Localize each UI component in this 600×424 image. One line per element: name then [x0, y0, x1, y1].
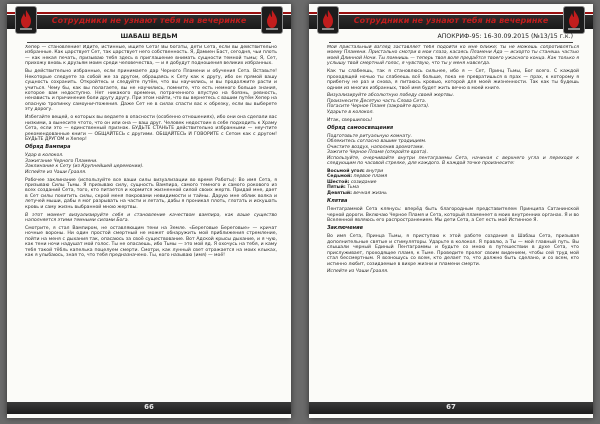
page-number: 66 [144, 403, 154, 411]
flame-emblem-icon [317, 6, 339, 34]
closing-line: Итак, свершилось! [327, 117, 373, 123]
ritual-line: Произнесите Десятую часть Слова Сета. [327, 98, 427, 104]
paragraph: Мой пристальный взгляд заставляет тебя подойти ко мне ближе; ты не можешь сопротивляться моему Пламени. Пристально смотри в мои глаза, касаясь Пламени Ада — исхорто ты станешь частью моей Длинной Ночи. Ты помнишь — теперь твоя воля предаётся твоего ужасного конца. Как только я услышу твой смертный голос, я чувствую, что ты у меня навсегда. [327, 45, 579, 67]
left-page [7, 4, 291, 418]
ritual-line: Зажигание Черного Пламени. [25, 158, 98, 164]
element-label: Седьмой: [327, 174, 353, 180]
header-band [309, 15, 593, 29]
final-line: Испейте из Чаши Грааля. [327, 269, 389, 275]
issue-subheader: АПОКРИФ-95: 16-30.09.2015 (№13/15 г.к.) [329, 32, 573, 43]
page-number: 67 [446, 403, 456, 411]
ritual-line: Заклинание к Сету (из Крупнейшей церемонии). [25, 164, 144, 170]
element-value: первое пламя [353, 174, 388, 180]
paragraph: Избегайте вещей, о которых вы ведаете в опасности (особенно отношениях), ибо они она сделали вас низкими, а вынесите чтото, что он или она — ваш друг. Человек недостоин в себе подходить к Храму Сета, если это — единственный признак. БУДЬТЕ СТАНЬТЕ действительно избранными — неучтите рекомендованные книги — ОБЩАЙТЕСЬ с другими. ОБЩАЙТЕСЬ И ГОВОРИТЕ с Сетом как с другом! БУДЬТЕ ДРУГОМ и Хепер! [25, 115, 277, 143]
left-page-body [25, 45, 277, 396]
header-stripe [7, 12, 291, 14]
element-value: вечная жизнь [353, 190, 387, 196]
flame-emblem-icon [15, 6, 37, 34]
paragraph: Пентаграммой Сета клянусь: вперёд быть благородным представителем Принципа Сатанинской черной дороги. Включаю Черное Пламя и Сета, который пламенеет в моих внутренних органах. Я и во Вселенной являюсь его распространением. Мы дети Сета, а Сет есть моё Истинное Я. [327, 207, 579, 224]
ritual-line: Зажгите Черное Пламя (откройте врата). [327, 150, 429, 156]
paragraph: Смотрите, я стал Вампиром, не оставляющим тени на Земле. «Береговые Береговые» — кричат ночные вороны. Ни один простой смертный не может обнаружить мой приближения стремление, пойти на меня с дыхания так, опасаюсь за своё существование. Вот Адской крысы дыхание, и я чую, как тени ночи надушат мой голос. Ты не опасаешь, ибо Тьмы — это мой яд. Я охочусь на тебя, и каму тебя такой тёбль капелька поцелуем смерти. Смотри, как лунный свет отражается на моих клыках, как я улыбаюсь, зная то, что тебя предназначено. Ты, кого называю (имя) — моё! [25, 225, 277, 259]
element-value: Тьма [347, 185, 359, 191]
flame-emblem-icon [563, 6, 585, 34]
element-value: созидание [350, 179, 377, 185]
element-value: внутри [366, 169, 384, 175]
paragraph: Вы действительно избранные, если принимаете дар Черного Пламени и обучения Сета. Вставьте! Некоторые следуете за собой же за другом, обращаясь к Сету как к другу, ибо он прямой вашу сущность сохранить. Откройтесь и следуйте путём, что вы научились, и вы продолжите расти и учиться. Чему бы, как вы полагаете, вы не научились, помните, что есть немного больше знания, которое вам недоступно. Нет никакого времени, потраченного впустую на боязнь, ревность, ненависть и причинение боли другу другу. При этом найти, что вы вернетесь с вашим путём Хепер на опасную тропинку самоуничтожения. Даже Сет не в силах спасти вас к обрезку, если вы выберете эту дорогу. [25, 69, 277, 113]
ritual-line: Используйте, очерчивайте внутри пентаграммы Сета, начиная с верхнего угла и переходя к следующим по часовой стрелке, для каждого. В каждой точке произнесите: [327, 155, 579, 167]
ritual-line: Удар в колокол. [25, 153, 64, 159]
ritual-line: Подготовьте ритуальную комнату. [327, 133, 413, 139]
closing-heading: Заключение [327, 225, 364, 232]
paragraph: Во имя Сета, Принца Тьмы, я приступаю к этой работе создания в Шабаш Сета, призывая дополнительные святые и стимуляторы. Ударьте в колокол. Я правлю, а Ты — мой главный путь. Вы слышали черный Единый Пентаграммы и будьте со мною в путешествии в духе Сета, что прислуживает, проходящее пламя, к Тьме. Проведите пролог своим видением, чтобы сей труд мой стал бессмертным. Я возношусь со всем, кто делает то, что должно быть сделано, и со всем, кто истинно любит, созидаемые в вихре жизни и пламени смерти. [327, 234, 579, 267]
ritual-line: Испейте из Чаши Грааля. [25, 169, 87, 175]
ritual-line: Визуализируйте абсолютную победу своей жертвы. [327, 93, 455, 99]
paragraph: Как ты слабеешь, так я становлюсь сильнее, ибо я — Сет, Принц Тьмы, Бог всего. С каждой проходящей ночью ты слабеешь всё больше, пока не превратишься в прах — прах, к которому я прибегну не раз и снова, я питаюсь кровью, которой для моей жизненности. Так как ты будешь одним из многих избранных, твоё имя будет жить вечно в моей книге. [327, 69, 579, 91]
element-label: Пятый: [327, 185, 346, 191]
right-page-header [309, 4, 593, 44]
paragraph: Рабочее заклинание (используйте все ваши силы визуализации во время Работы): Во имя Сета, я призываю Силы Тьмы. Я призываю силу, сущность Вампира, самого темного и самого рокового из всех созданий Сета, того, кто питается и кормится жизненной силой своих жертв. Придай мне, дает в Сет силы похитить силы, скрой меня покровами невидимости и тайны. Дарую мне облик волка и летучей мыши, дабы я мог разрывать на части и летать, дабы я проникал плоть, глотать и искушать кровь и саму жизнь выбранной мною жертвы. [25, 177, 277, 210]
header-band [7, 15, 291, 29]
right-page [309, 4, 593, 418]
ritual-line: Ударьте в колокол. [327, 109, 374, 115]
left-page-header [7, 4, 291, 44]
right-page-body [327, 45, 579, 396]
right-page-footer [309, 402, 593, 414]
flame-emblem-icon [261, 6, 283, 34]
ritual-line: Облекитесь согласно вашим традициям. [327, 139, 427, 145]
element-label: Восьмой угол: [327, 169, 365, 175]
header-title: Сотрудники не узнают тебя на вечеринке [51, 16, 247, 25]
left-page-footer [7, 402, 291, 414]
invocation-heading: Клятва [327, 198, 348, 205]
element-label: Девятый: [327, 190, 352, 196]
header-title: Сотрудники не узнают тебя на вечеринке [353, 16, 549, 25]
element-line [327, 191, 579, 196]
paragraph: В этот момент визуализируйте себя и становление качеством вампира, как ваше существо наполняется этими темными силами Бога. [25, 212, 277, 224]
ritual-line: Погасите Черное Пламя (закройте врата). [327, 104, 430, 110]
element-label: Шестой: [327, 179, 350, 185]
ritual-line: Очистите воздух, наполнив ароматами. [327, 144, 424, 150]
paragraph: Хепер — становление! Идите, истинные, ищите Сета! Вы богаты, дети Сета, если вы действительно избранные. Как царствует Сет, так царствует него собственность. Я, Дамиен Баст, сегодня, чьи плоть — как некая печать, призываю тебя здесь в приглашение внимать сущности темной тьмы; Я, Сет, прихожу вновь к друзьям моим среди человечества, — и я добудут подношения великих избранных. [25, 45, 277, 67]
header-stripe [309, 12, 593, 14]
ritual-heading: Обряд самоосвящения [327, 125, 394, 132]
section-title: ШАБАШ ВЕДЬМ [27, 32, 271, 43]
ritual-heading: Обряд Вампира [25, 144, 71, 151]
